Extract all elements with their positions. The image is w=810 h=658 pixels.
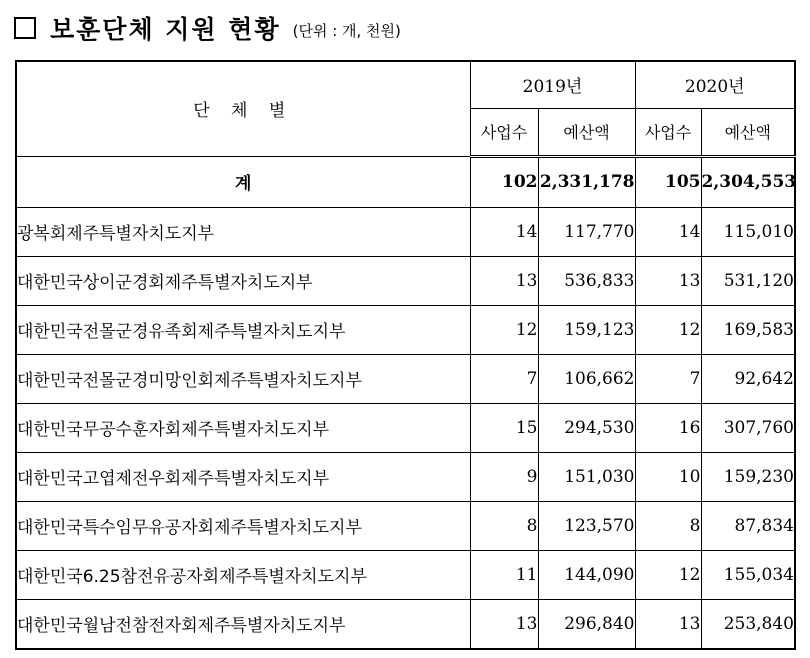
header-organization: 단 체 별 <box>16 61 470 156</box>
header-project-count: 사업수 <box>470 108 538 156</box>
project-count-2019: 11 <box>470 550 538 599</box>
budget-2019: 536,833 <box>538 256 635 305</box>
budget-2020: 155,034 <box>701 550 795 599</box>
budget-2020: 115,010 <box>701 207 795 256</box>
project-count-2020: 13 <box>635 599 701 649</box>
table-row <box>16 354 795 403</box>
budget-2020: 87,834 <box>701 501 795 550</box>
budget-2020: 253,840 <box>701 599 795 649</box>
budget-2020: 169,583 <box>701 305 795 354</box>
project-count-2020: 16 <box>635 403 701 452</box>
project-count-2019: 9 <box>470 452 538 501</box>
project-count-2020: 8 <box>635 501 701 550</box>
total-cell: 102 <box>470 156 538 207</box>
organization-name: 대한민국전몰군경미망인회제주특별자치도지부 <box>16 354 470 403</box>
project-count-2019: 8 <box>470 501 538 550</box>
total-cell: 105 <box>635 156 701 207</box>
project-count-2020: 12 <box>635 550 701 599</box>
project-count-2019: 15 <box>470 403 538 452</box>
header-budget: 예산액 <box>701 108 795 156</box>
budget-2020: 531,120 <box>701 256 795 305</box>
total-cell: 2,331,178 <box>538 156 635 207</box>
table-row <box>16 403 795 452</box>
project-count-2019: 12 <box>470 305 538 354</box>
organization-name: 대한민국전몰군경유족회제주특별자치도지부 <box>16 305 470 354</box>
organization-name: 광복회제주특별자치도지부 <box>16 207 470 256</box>
header-year-2019: 2019년 <box>470 61 635 108</box>
project-count-2019: 14 <box>470 207 538 256</box>
organization-name: 대한민국상이군경회제주특별자치도지부 <box>16 256 470 305</box>
table-row <box>16 256 795 305</box>
project-count-2020: 14 <box>635 207 701 256</box>
header-row-years <box>16 61 795 108</box>
budget-2019: 106,662 <box>538 354 635 403</box>
organization-name: 대한민국특수임무유공자회제주특별자치도지부 <box>16 501 470 550</box>
title-row <box>14 10 401 46</box>
table-row <box>16 550 795 599</box>
table-row <box>16 501 795 550</box>
budget-table <box>15 60 796 650</box>
budget-2020: 307,760 <box>701 403 795 452</box>
budget-2020: 159,230 <box>701 452 795 501</box>
organization-name: 대한민국무공수훈자회제주특별자치도지부 <box>16 403 470 452</box>
budget-2019: 151,030 <box>538 452 635 501</box>
table-row <box>16 207 795 256</box>
budget-2019: 123,570 <box>538 501 635 550</box>
header-year-2020: 2020년 <box>635 61 795 108</box>
budget-2019: 144,090 <box>538 550 635 599</box>
total-label: 계 <box>16 156 470 207</box>
checkbox-square-icon <box>14 17 36 39</box>
unit-note: (단위 : 개, 천원) <box>292 21 401 40</box>
organization-name: 대한민국고엽제전우회제주특별자치도지부 <box>16 452 470 501</box>
table-row <box>16 452 795 501</box>
page-title: 보훈단체 지원 현황 <box>50 15 281 44</box>
total-cell: 2,304,553 <box>701 156 795 207</box>
budget-2019: 159,123 <box>538 305 635 354</box>
budget-2019: 117,770 <box>538 207 635 256</box>
header-budget: 예산액 <box>538 108 635 156</box>
project-count-2019: 7 <box>470 354 538 403</box>
project-count-2020: 7 <box>635 354 701 403</box>
project-count-2019: 13 <box>470 599 538 649</box>
project-count-2020: 10 <box>635 452 701 501</box>
total-row <box>16 156 795 207</box>
budget-2019: 296,840 <box>538 599 635 649</box>
table-row <box>16 305 795 354</box>
organization-name: 대한민국6.25참전유공자회제주특별자치도지부 <box>16 550 470 599</box>
project-count-2020: 13 <box>635 256 701 305</box>
budget-2019: 294,530 <box>538 403 635 452</box>
project-count-2019: 13 <box>470 256 538 305</box>
project-count-2020: 12 <box>635 305 701 354</box>
budget-2020: 92,642 <box>701 354 795 403</box>
organization-name: 대한민국월남전참전자회제주특별자치도지부 <box>16 599 470 649</box>
header-project-count: 사업수 <box>635 108 701 156</box>
table-row <box>16 599 795 649</box>
